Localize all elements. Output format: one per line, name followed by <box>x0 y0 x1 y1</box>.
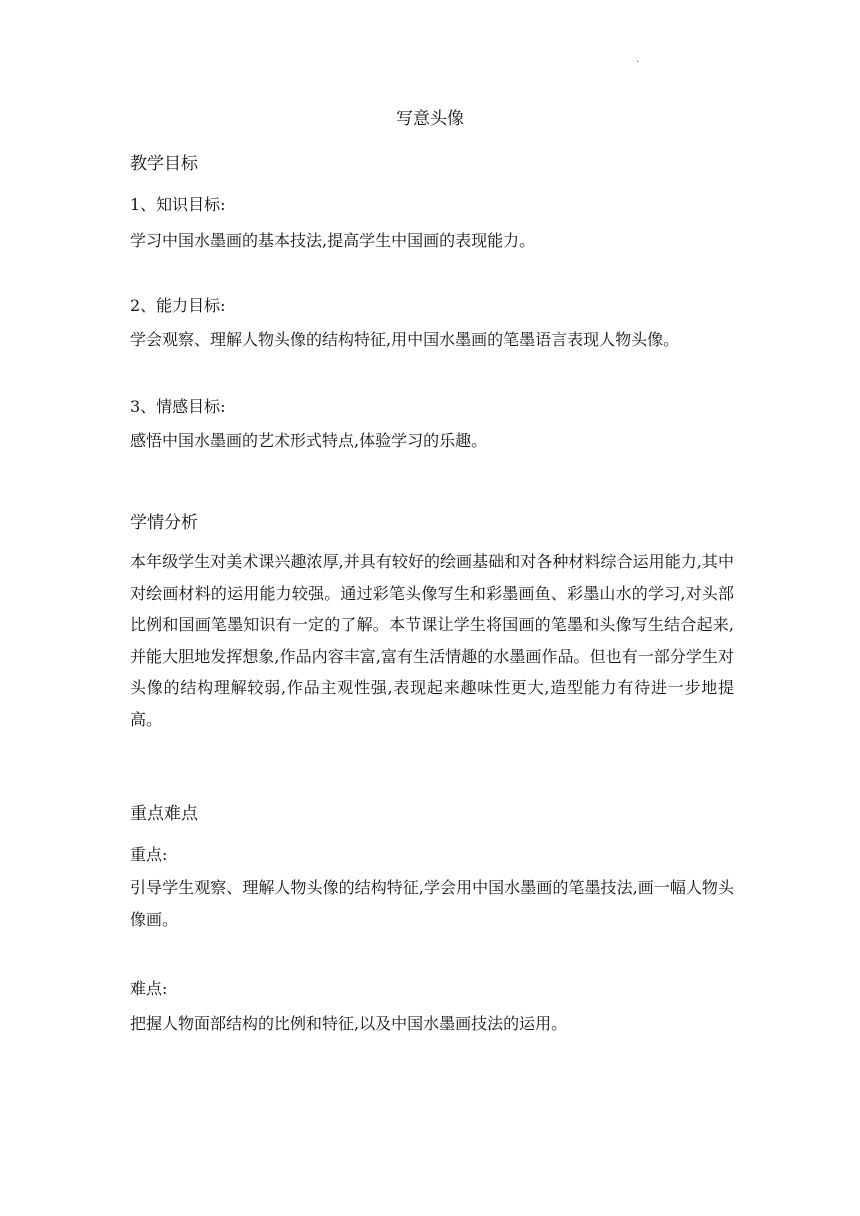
objectives-heading: 教学目标 <box>130 154 198 174</box>
ability-objective-label: 2、能力目标: <box>130 296 226 315</box>
emotion-objective-label: 3、情感目标: <box>130 397 226 416</box>
header-dot: . <box>636 54 640 65</box>
key-points-heading: 重点难点 <box>130 804 198 824</box>
difficulty-label: 难点: <box>130 979 168 998</box>
analysis-text: 本年级学生对美术课兴趣浓厚,并具有较好的绘画基础和对各种材料综合运用能力,其中对绘画材料的运用能力较强。通过彩笔头像写生和彩墨画鱼、彩墨山水的学习,对头部比例和国画笔墨知识有一定的了解。本节课让学生将国画的笔墨和头像写生结合起来, 并能大胆地发挥想象,作品内容丰富,富有生活情趣的水墨画作品。但也有一部分学生对头像的结构理解较弱,作品主观性强,表现起来趣味性更大,造型能力有待进一步地提高。 <box>130 552 734 729</box>
focus-label: 重点: <box>130 845 168 864</box>
page-title: 写意头像 <box>396 109 464 129</box>
focus-text: 引导学生观察、理解人物头像的结构特征,学会用中国水墨画的笔墨技法,画一幅人物头像画。 <box>130 878 734 929</box>
emotion-objective-text: 感悟中国水墨画的艺术形式特点,体验学习的乐趣。 <box>130 431 488 450</box>
difficulty-text: 把握人物面部结构的比例和特征,以及中国水墨画技法的运用。 <box>130 1014 568 1033</box>
knowledge-objective-text: 学习中国水墨画的基本技法,提高学生中国画的表现能力。 <box>130 231 536 250</box>
ability-objective-text: 学会观察、理解人物头像的结构特征,用中国水墨画的笔墨语言表现人物头像。 <box>130 330 680 349</box>
knowledge-objective-label: 1、知识目标: <box>130 195 226 214</box>
analysis-heading: 学情分析 <box>130 513 198 533</box>
